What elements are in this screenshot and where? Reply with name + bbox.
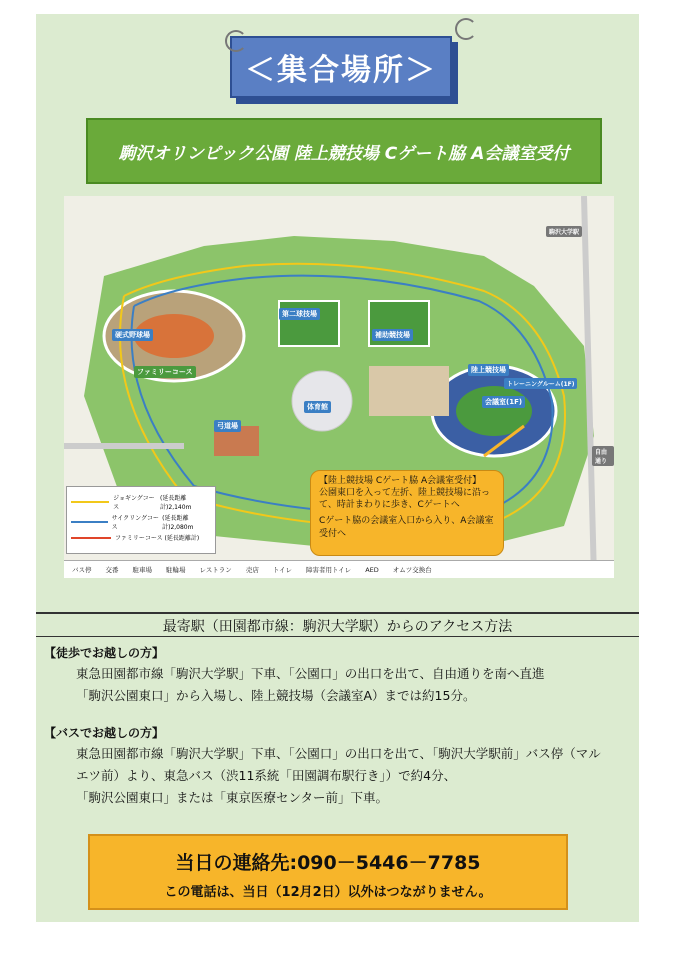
- bus-line: エツ前）より、東急バス（渋11系統「田園調布駅行き」）で約4分、: [76, 768, 457, 783]
- legend-toilet: トイレ: [272, 566, 292, 574]
- venue-label: 駒沢オリンピック公園 陸上競技場 Cゲート脇 A会議室受付: [118, 143, 570, 164]
- map-label-aux-field: 補助競技場: [372, 329, 413, 341]
- decorative-curl: [225, 30, 247, 52]
- contact-box: [88, 834, 568, 910]
- decorative-curl: [455, 18, 477, 40]
- walk-line: 東急田園都市線「駒沢大学駅」下車、「公園口」の出口を出て、自由通りを南へ直進: [76, 666, 545, 681]
- directions-callout: [310, 470, 504, 556]
- title-plaque: [230, 36, 452, 98]
- bus-heading: 【バスでお越しの方】: [44, 726, 165, 740]
- map-label-jiyu: 自由通り: [592, 446, 614, 466]
- cycling-line-icon: [71, 521, 108, 523]
- map-label-meeting: 会議室(1F): [482, 396, 525, 408]
- legend-aed: AED: [365, 565, 379, 574]
- map-label-baseball: 硬式野球場: [112, 329, 153, 341]
- jogging-line-icon: [71, 501, 109, 503]
- legend-bike: 駐輪場: [166, 566, 186, 574]
- legend-diaper: オムツ交換台: [392, 566, 432, 574]
- section-divider: [36, 612, 639, 614]
- legend-restaurant: レストラン: [199, 566, 232, 574]
- walk-line: 「駒沢公園東口」から入場し、陸上競技場（会議室A）までは約15分。: [76, 688, 476, 703]
- legend-parking: 駐車場: [132, 566, 152, 574]
- page-title: ＜集合場所＞: [245, 53, 437, 88]
- bus-line: 東急田園都市線「駒沢大学駅」下車、「公園口」の出口を出て、「駒沢大学駅前」バス停（マル: [76, 746, 601, 761]
- map-label-stadium: 陸上競技場: [468, 364, 509, 376]
- legend-bus: バス停: [72, 566, 92, 574]
- callout-line2: Cゲート脇の会議室入口から入り、A会議室受付へ: [319, 516, 494, 539]
- callout-line1: 公園東口を入って左折、陸上競技場に沿って、時計まわりに歩き、Cゲートへ: [319, 488, 491, 511]
- map-label-gym: 体育館: [304, 401, 331, 413]
- legend-police: 交番: [105, 566, 119, 574]
- map-label-station: 駒沢大学駅: [546, 226, 582, 237]
- venue-banner: [86, 118, 602, 184]
- course-legend: [66, 486, 216, 554]
- legend-jogging: ジョギングコース (延長距離計)2,140m: [71, 493, 215, 511]
- access-title: 最寄駅（田園都市線：駒沢大学駅）からのアクセス方法: [162, 619, 513, 635]
- bus-line: 「駒沢公園東口」または「東京医療センター前」下車。: [76, 790, 389, 805]
- legend-cycling: サイクリングコース (延長距離計)2,080m: [71, 513, 215, 531]
- callout-heading: 【陸上競技場 Cゲート脇 A会議室受付】: [319, 476, 482, 486]
- section-divider: [36, 636, 639, 637]
- contact-note: この電話は、当日（12月2日）以外はつながりません。: [164, 885, 492, 900]
- walk-heading: 【徒歩でお越しの方】: [44, 646, 165, 660]
- map-label-family: ファミリーコース: [134, 366, 196, 378]
- family-line-icon: [71, 537, 111, 539]
- contact-phone: 当日の連絡先:090－5446－7785: [175, 852, 481, 874]
- map-label-second-field: 第二球技場: [279, 308, 320, 320]
- legend-family: ファミリーコース (延長距離計): [71, 533, 199, 542]
- legend-accessible-toilet: 障害者用トイレ: [306, 566, 352, 574]
- map-legend-bar: [64, 560, 614, 578]
- map-label-training: トレーニングルーム(1F): [504, 378, 577, 389]
- map-label-archery: 弓道場: [214, 420, 241, 432]
- legend-shop: 売店: [245, 566, 259, 574]
